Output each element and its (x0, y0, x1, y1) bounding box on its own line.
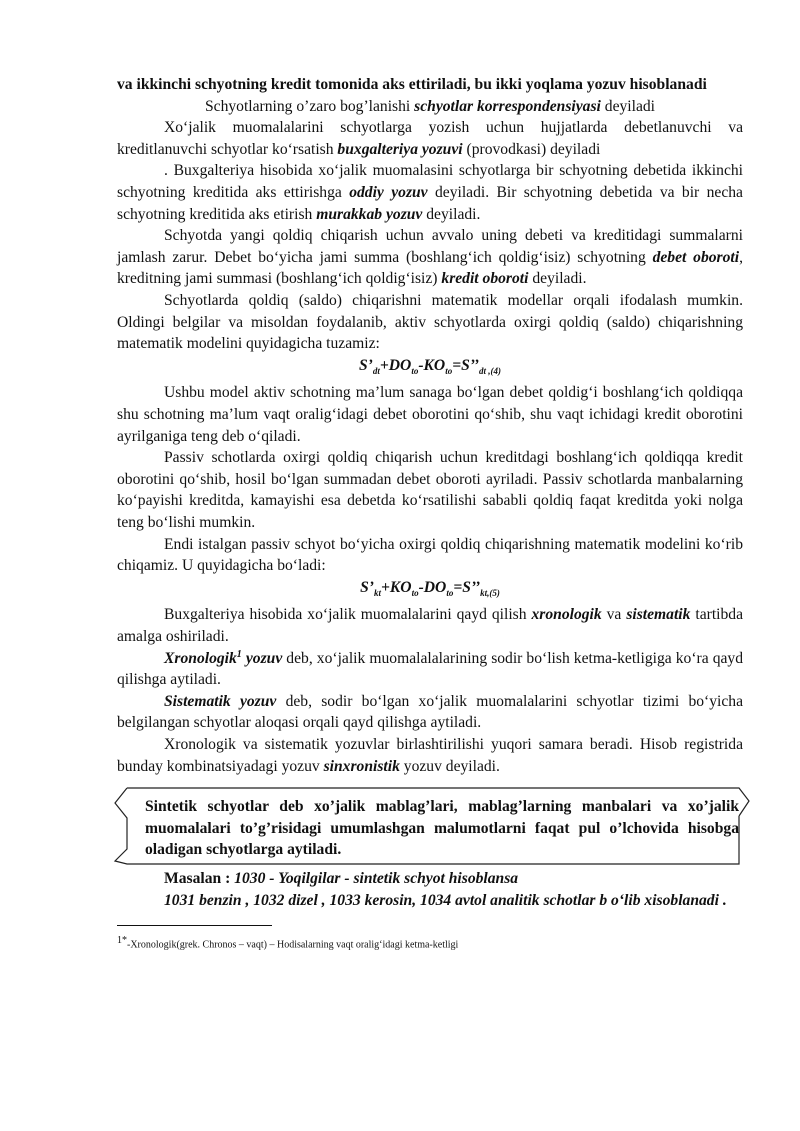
formula-subscript: dt (372, 365, 380, 376)
footnote-marker: 1* (117, 935, 127, 947)
text-span: Xo‘jalik muomalalarini schyotlarga yozish uchun hujjatlarda debetlanuvchi va kreditlanuvchi schyotlar ko‘rsatish (117, 119, 743, 158)
footnote (117, 934, 743, 952)
text-span: Schyotda yangi qoldiq chiqarish uchun avvalo uning debeti va kreditidagi summalarni jamlash zarur. Debet bo‘yicha jami summa (boshlang‘ich qoldig‘isiz) schyotning (117, 227, 743, 266)
term-oddiy-yozuv: oddiy yozuv (349, 183, 428, 201)
paragraph-passive-accounts (117, 447, 743, 533)
text-span: deyiladi (600, 97, 656, 115)
term-debet-oboroti: debet oboroti (652, 248, 740, 266)
formula-subscript: dt ,(4) (479, 365, 501, 376)
example-paragraph (117, 868, 743, 890)
text-span: (provodkasi) deyiladi (462, 140, 601, 158)
term-buxgalteriya-yozuvi: buxgalteriya yozuvi (337, 140, 463, 158)
definition-box-text: Sintetik schyotlar deb xo’jalik mablag’lari, mablag’larning manbalari va xo’jalik muomalalari to’g’risidagi umumlashgan malumotlarni faqat pul o’lchovida hisobga oladigan schyotlarga aytiladi. (145, 798, 739, 859)
paragraph-oddiy-murakkab (117, 160, 743, 225)
paragraph-oborot (117, 225, 743, 290)
formula-subscript: to (411, 365, 419, 376)
text-span: Buxgalteriya hisobida xo‘jalik muomalalarini qayd qilish (164, 606, 532, 624)
text-span: , kreditning jami summasi (boshlang‘ich qoldig‘isiz) (117, 248, 743, 288)
paragraph-buxgalteriya-yozuvi (117, 117, 743, 160)
paragraph-passive-model-intro (117, 534, 743, 577)
term-yozuv: yozuv (241, 649, 283, 667)
example-line-2: 1031 benzin , 1032 dizel , 1033 kerosin, 1034 avtol analitik schotlar b o‘lib xisoblanadi . (164, 891, 727, 909)
text-span: Endi istalgan passiv schyot bo‘yicha oxirgi qoldiq chiqarishning matematik modelini ko‘rib chiqamiz. U quyidagicha bo‘ladi: (117, 535, 743, 575)
term-kredit-oboroti: kredit oboroti (441, 270, 529, 288)
definition-box (113, 787, 751, 865)
formula-part: -KO (418, 356, 446, 374)
formula-part: +KO (381, 578, 412, 596)
term-sinxronistik: sinxronistik (323, 757, 400, 775)
paragraph-recording-order (117, 604, 743, 647)
term-sistematik-yozuv: Sistematik yozuv (164, 692, 277, 710)
text-span: Schyotlarning o’zaro bog’lanishi (204, 97, 415, 115)
footnote-separator (117, 925, 272, 926)
paragraph-saldo-model (117, 290, 743, 355)
text-span: yozuv deyiladi. (399, 757, 500, 775)
text-span: Schyotlarda qoldiq (saldo) chiqarishni matematik modellar orqali ifodalash mumkin. Oldingi belgilar va misoldan foydalanib, aktiv schyotlarda oxirgi qoldiq (saldo) chiqarishning matematik modelini quyidagicha tuzamiz: (117, 291, 743, 353)
text-span: deyiladi. Bir schyotning debetida va bir necha schyotning kreditida aks etirish (117, 183, 743, 223)
formula-subscript: to (411, 587, 419, 598)
document-page (117, 74, 743, 953)
text-span: tartibda amalga oshiriladi. (117, 606, 744, 646)
text-span: deb, xo‘jalik muomalalalarining sodir bo‘lish ketma-ketligiga ko‘ra qayd qilishga aytiladi. (117, 649, 744, 689)
formula-part: S’ (360, 578, 374, 596)
text-span: Xronologik va sistematik yozuvlar birlashtirilishi yuqori samara beradi. Hisob registrida bunday kombinatsiyadagi yozuv (117, 736, 743, 775)
text-span: va (601, 606, 627, 624)
term-schyotlar-korrespondensiyasi: schyotlar korrespondensiyasi (414, 97, 601, 115)
example-label: Masalan : (164, 870, 231, 888)
paragraph-active-model-explanation (117, 382, 743, 447)
text-span: Ushbu model aktiv schotning ma’lum sanaga bo‘lgan debet qoldig‘i boshlang‘ich qoldiqqa shu schotning ma’lum vaqt oralig‘idagi debet oborotini qo‘shib, shu vaqt ichidagi kredit oborotini ayrilganiga teng deb o‘qiladi. (117, 384, 743, 445)
text-span: deyiladi. (422, 205, 481, 223)
intro-line (117, 74, 743, 96)
formula-part: =S’’ (452, 356, 479, 374)
term-sistematik: sistematik (626, 606, 691, 624)
correspondence-definition (117, 96, 743, 118)
formula-subscript: to (445, 365, 453, 376)
term-xronologik: xronologik (531, 606, 602, 624)
footnote-reference[interactable]: 1 (236, 648, 242, 660)
formula-part: =S’’ (453, 578, 481, 596)
formula-subscript: kt (374, 587, 382, 598)
formula-passive-balance (117, 577, 743, 605)
term-murakkab-yozuv: murakkab yozuv (316, 205, 423, 223)
text-span: Passiv schotlarda oxirgi qoldiq chiqarish uchun kreditdagi boshlang‘ich qoldiqqa kredit oborotini qo‘shib, hosil bo‘lgan summadan debet oboroti ayriladi. Passiv schotlarda manbalarning ko‘payishi kreditda, kamayishi esa debetda ko‘rsatilishi sababli qoldiq faqat kreditda yoki nolga teng bo‘lishi mumkin. (117, 449, 743, 531)
footnote-text: -Xronologik(grek. Chronos – vaqt) – Hodisalarning vaqt oralig‘idagi ketma-ketligi (127, 939, 459, 951)
text-span: . Buxgalteriya hisobida xo‘jalik muomalasini schyotlarga bir schyotning debetida ikkinchi schyotning kreditida aks ettirishga (117, 162, 743, 201)
formula-active-balance (117, 355, 743, 383)
paragraph-sistematik-yozuv (117, 691, 743, 734)
formula-subscript: kt,(5) (480, 587, 500, 598)
paragraph-xronologik-yozuv (117, 648, 743, 691)
term-xronologik-yozuv: Xronologik (164, 649, 237, 667)
intro-text: va ikkinchi schyotning kredit tomonida aks ettiriladi, bu ikki yoqlama yozuv hisoblanadi (117, 76, 707, 93)
paragraph-sinxronistik (117, 734, 743, 777)
formula-part: +DO (379, 356, 412, 374)
example-line-1: 1030 - Yoqilgilar - sintetik schyot hisoblansa (230, 870, 519, 888)
formula-subscript: to (446, 587, 454, 598)
formula-part: S’ (359, 356, 373, 374)
formula-part: -DO (418, 578, 447, 596)
text-span: deb, sodir bo‘lgan xo‘jalik muomalalarini schyotlar tizimi bo‘yicha belgilangan schyotlar aloqasi orqali qayd qilishga aytiladi. (117, 692, 743, 732)
example-paragraph-continued (117, 890, 743, 912)
text-span: deyiladi. (528, 270, 587, 288)
